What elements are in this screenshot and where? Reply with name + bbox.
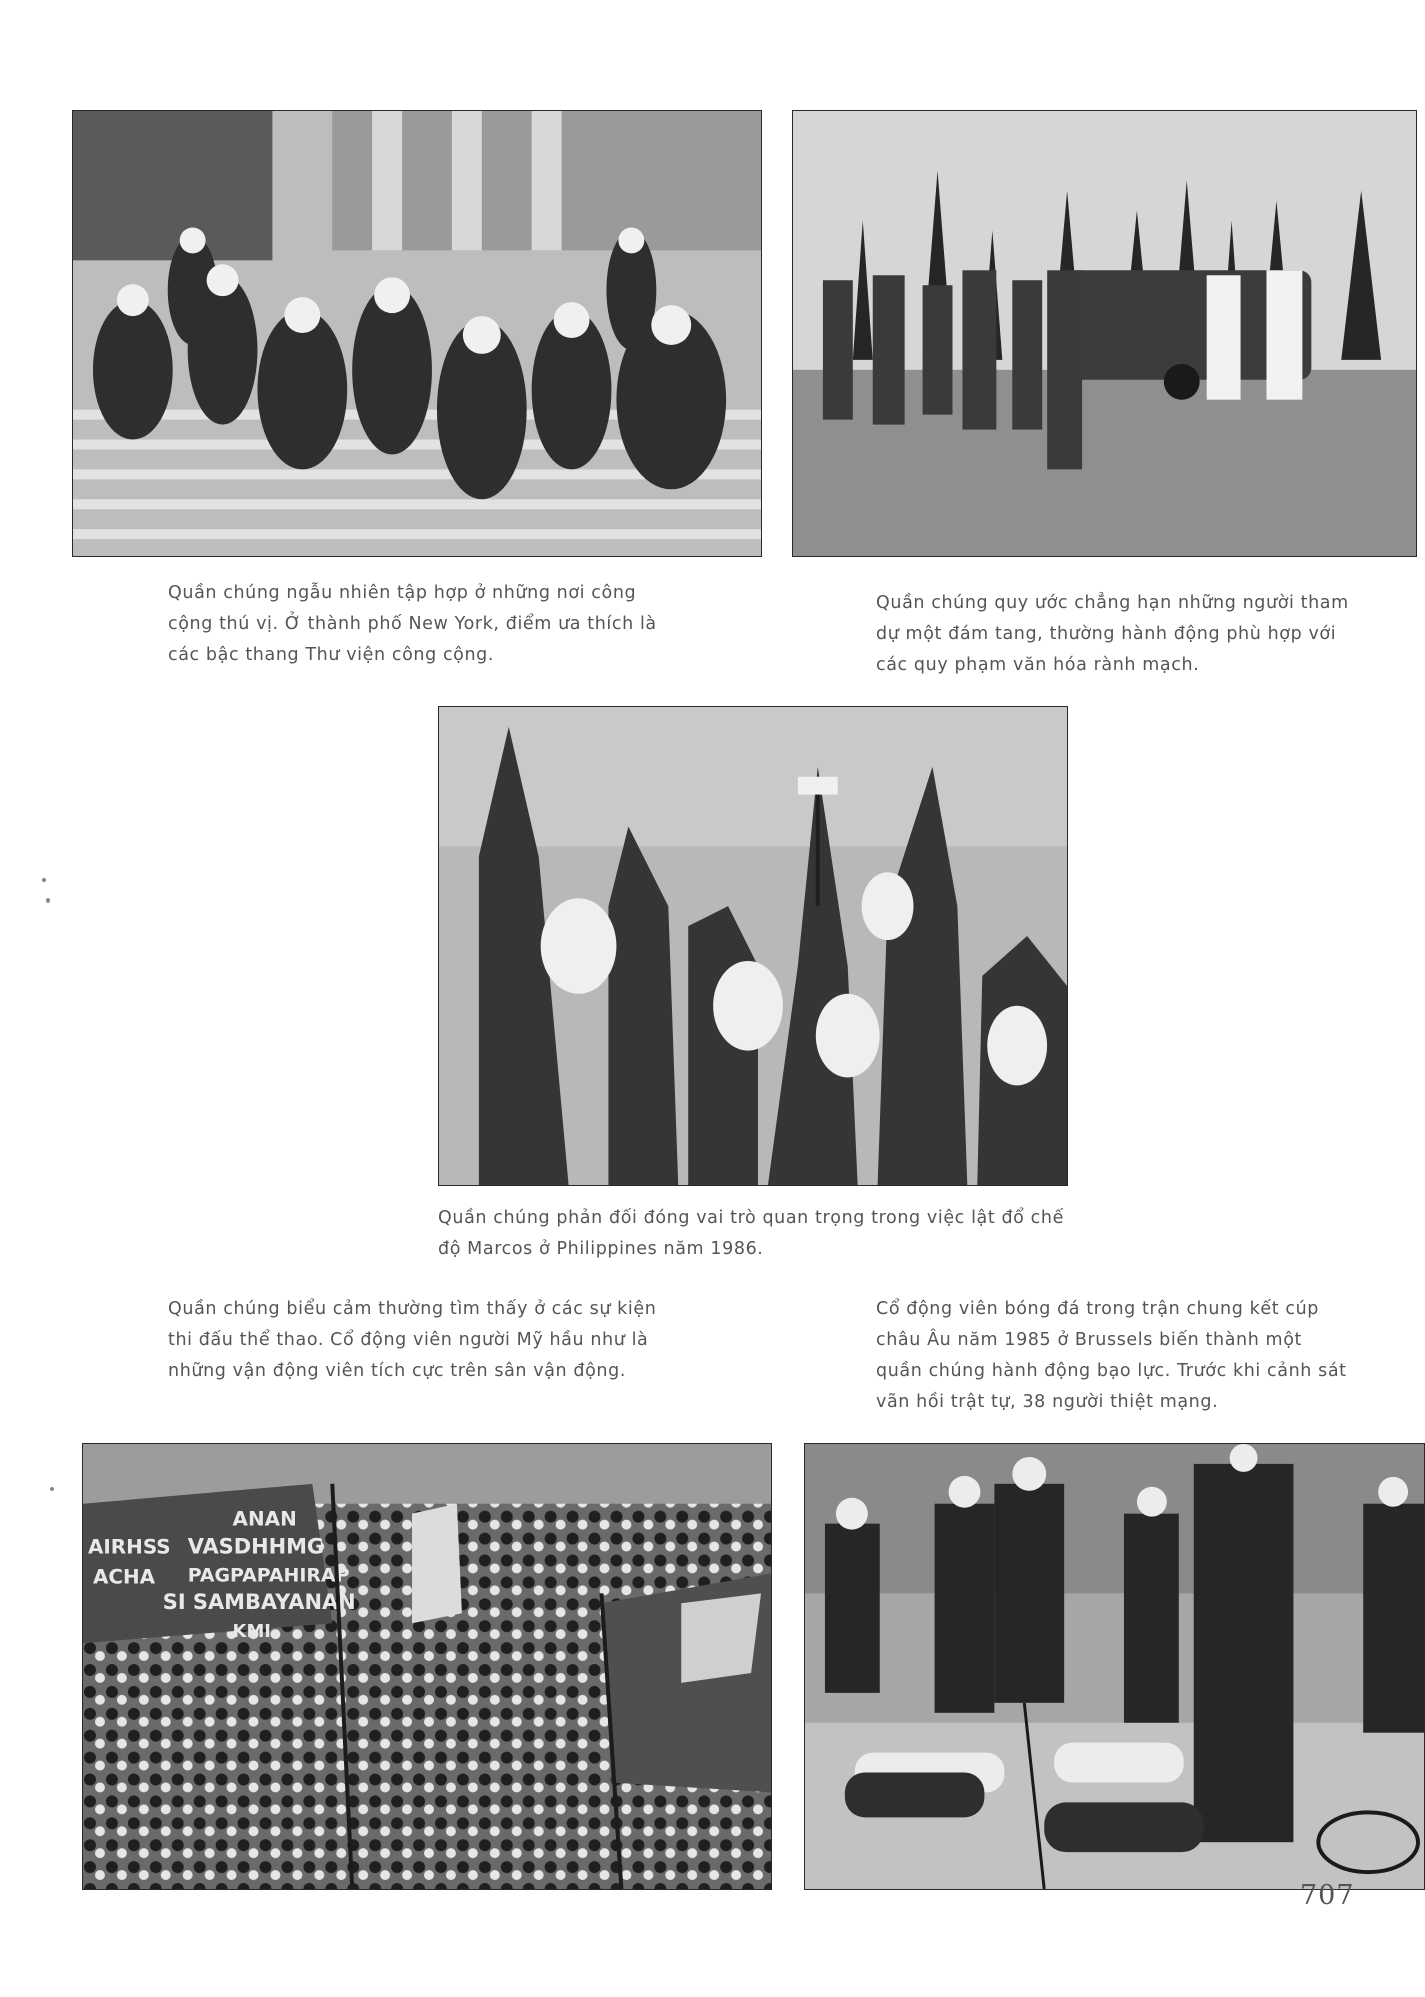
banner-line-6: ACHA — [92, 1565, 156, 1589]
banner-line-1: ANAN — [232, 1507, 297, 1531]
caption-philippines-protest: Quần chúng phản đối đóng vai trò quan trọng trong việc lật đổ chế độ Marcos ở Philippines năm 1986. — [438, 1208, 1064, 1259]
caption-funeral: Quần chúng quy ước chẳng hạn những người tham dự một đám tang, thường hành động phù hợp với các quy phạm văn hóa rành mạch. — [876, 593, 1349, 675]
banner-line-4: SI SAMBAYANAN — [162, 1590, 356, 1615]
photo-brussels-stadium — [804, 1443, 1425, 1890]
banner-line-7: KMI — [232, 1621, 271, 1643]
photo-library-steps — [72, 110, 762, 557]
scan-speck — [50, 1487, 54, 1491]
caption-sports-fans: Quần chúng biểu cảm thường tìm thấy ở các sự kiện thi đấu thể thao. Cổ động viên người Mỹ hầu như là những vận động viên tích cực trên sân vận động. — [168, 1299, 657, 1381]
banner-line-2: VASDHHMG — [187, 1534, 325, 1559]
caption-brussels-stadium: Cổ động viên bóng đá trong trận chung kết cúp châu Âu năm 1985 ở Brussels biến thành một quần chúng hành động bạo lực. Trước khi cảnh sát vãn hồi trật tự, 38 người thiệt mạng. — [876, 1299, 1347, 1412]
banner-line-3: PAGPAPAHIRAP — [187, 1564, 350, 1587]
photo-banner-crowd — [82, 1443, 772, 1890]
photo-philippines-protest — [438, 706, 1068, 1186]
scan-speck — [42, 878, 46, 882]
photo-funeral — [792, 110, 1417, 557]
scan-speck — [46, 898, 50, 903]
caption-library-steps: Quần chúng ngẫu nhiên tập hợp ở những nơi công cộng thú vị. Ở thành phố New York, điểm ưa thích là các bậc thang Thư viện công cộng. — [168, 583, 657, 665]
page-number: 707 — [1300, 1880, 1355, 1911]
banner-line-5: AIRHSS — [87, 1535, 171, 1559]
